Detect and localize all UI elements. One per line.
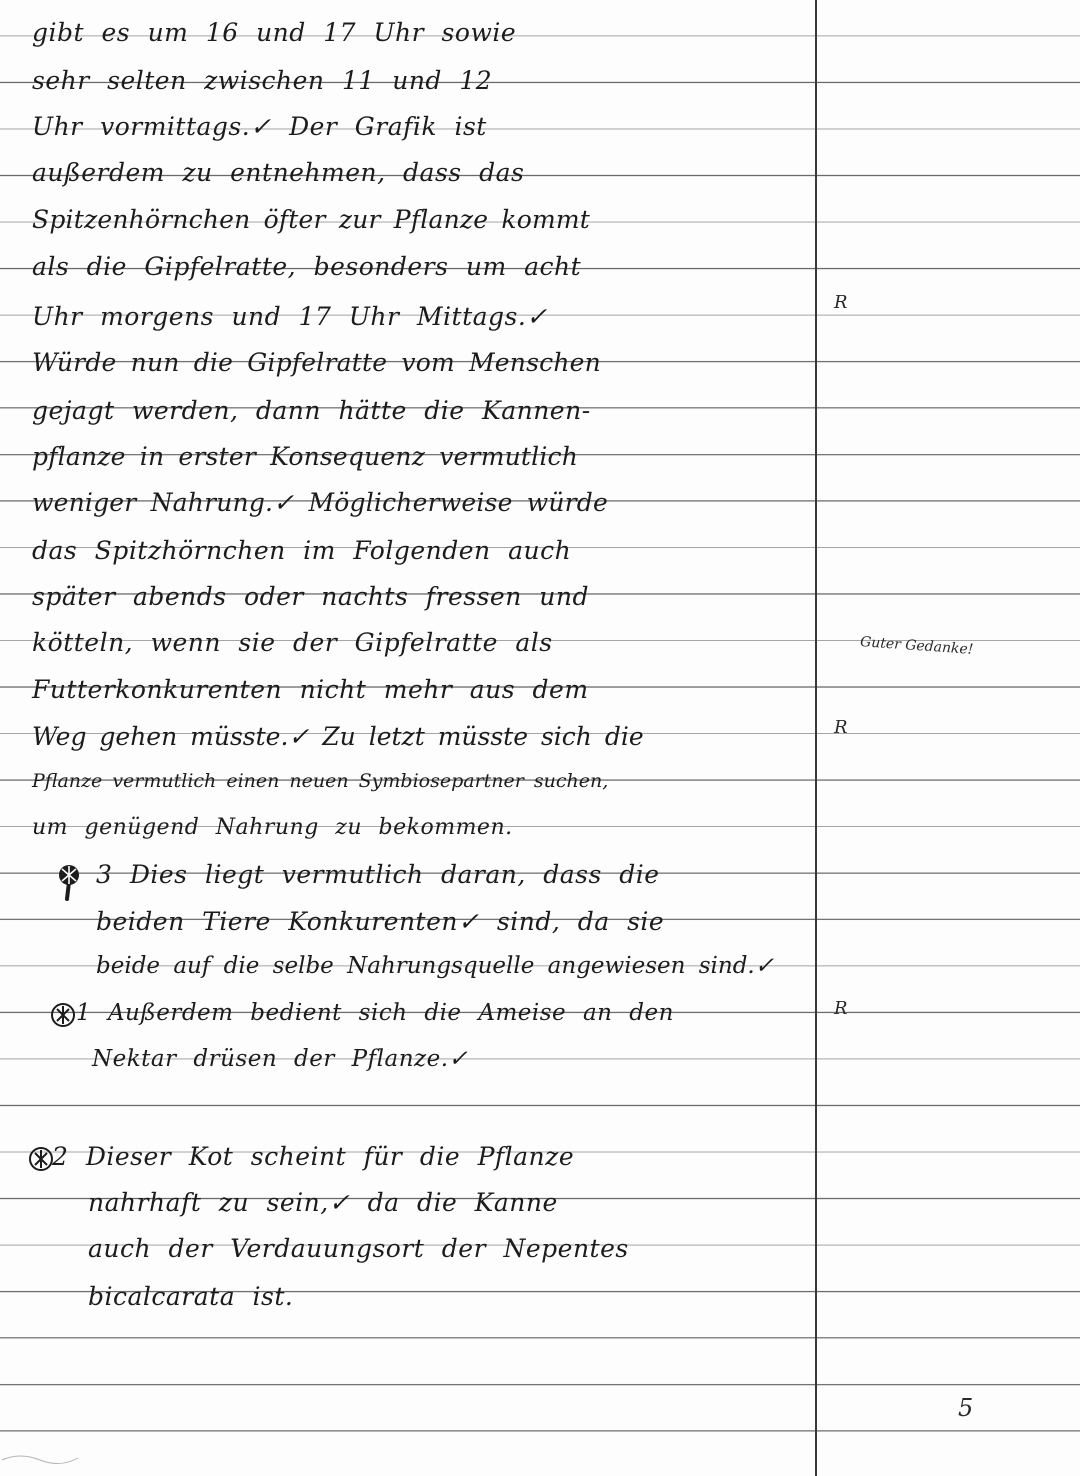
text-line: Spitzenhörnchen öfter zur Pflanze kommt bbox=[32, 205, 591, 234]
circled-asterisk-icon bbox=[28, 1146, 54, 1172]
text-line: später abends oder nachts fressen und bbox=[32, 582, 589, 611]
correction-mark: R bbox=[834, 717, 848, 738]
text-line: Uhr vormittags.✓ Der Grafik ist bbox=[32, 112, 487, 141]
text-line: Weg gehen müsste.✓ Zu letzt müsste sich die bbox=[32, 722, 644, 751]
text-line: Uhr morgens und 17 Uhr Mittags.✓ bbox=[32, 302, 548, 331]
text-line: nahrhaft zu sein,✓ da die Kanne bbox=[88, 1188, 558, 1217]
text-line: Futterkonkurenten nicht mehr aus dem bbox=[32, 675, 589, 704]
text-line: sehr selten zwischen 11 und 12 bbox=[32, 66, 493, 95]
text-line: bicalcarata ist. bbox=[88, 1282, 294, 1311]
text-line: gejagt werden, dann hätte die Kannen- bbox=[32, 396, 591, 425]
text-line: Pflanze vermutlich einen neuen Symbiosepartner suchen, bbox=[32, 770, 609, 792]
text-line: um genügend Nahrung zu bekommen. bbox=[32, 815, 513, 840]
text-line: 2 Dieser Kot scheint für die Pflanze bbox=[52, 1142, 575, 1171]
correction-mark: R bbox=[834, 292, 848, 313]
text-line: Nektar drüsen der Pflanze.✓ bbox=[92, 1046, 469, 1072]
text-line: außerdem zu entnehmen, dass das bbox=[32, 158, 525, 187]
text-line: 1 Außerdem bedient sich die Ameise an den bbox=[76, 1000, 674, 1026]
asterisk-stamp-icon bbox=[54, 862, 88, 902]
text-line: das Spitzhörnchen im Folgenden auch bbox=[32, 536, 572, 565]
text-line: 3 Dies liegt vermutlich daran, dass die bbox=[96, 860, 660, 889]
text-line: pflanze in erster Konsequenz vermutlich bbox=[32, 442, 579, 471]
text-line: Würde nun die Gipfelratte vom Menschen bbox=[32, 348, 601, 377]
text-line: kötteln, wenn sie der Gipfelratte als bbox=[32, 628, 553, 657]
correction-mark: R bbox=[834, 998, 848, 1019]
circled-asterisk-icon bbox=[50, 1002, 76, 1028]
page-number: 5 bbox=[958, 1394, 974, 1422]
text-line: auch der Verdauungsort der Nepentes bbox=[88, 1234, 629, 1263]
text-line: beide auf die selbe Nahrungsquelle angewiesen sind.✓ bbox=[96, 953, 775, 979]
text-line: weniger Nahrung.✓ Möglicherweise würde bbox=[32, 488, 608, 517]
text-line: gibt es um 16 und 17 Uhr sowie bbox=[32, 18, 517, 47]
text-line: als die Gipfelratte, besonders um acht bbox=[32, 252, 582, 281]
teacher-comment: Guter Gedanke! bbox=[859, 634, 974, 658]
text-line: beiden Tiere Konkurenten✓ sind, da sie bbox=[96, 907, 665, 936]
smudge-mark bbox=[0, 1448, 80, 1468]
